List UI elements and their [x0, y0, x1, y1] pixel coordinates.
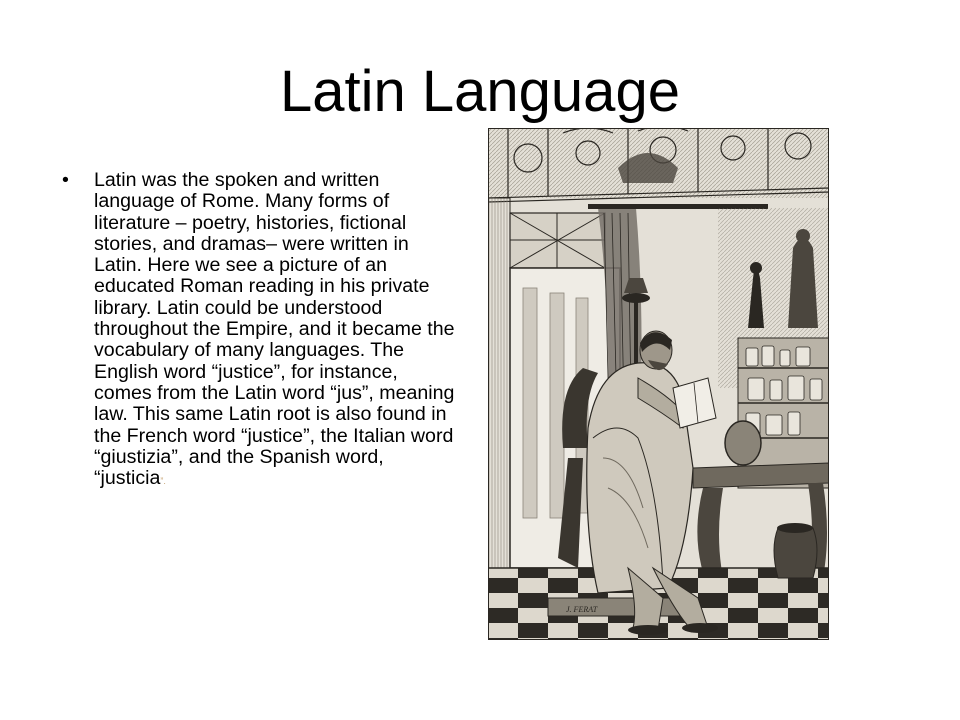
body-list: [60, 170, 455, 492]
body-trailing-punctuation: ”.: [160, 476, 166, 487]
slide-title: Latin Language: [280, 59, 680, 124]
bullet-item: [60, 170, 455, 492]
bullet-icon: •: [62, 169, 69, 191]
body-text: Latin was the spoken and written language of Rome. Many forms of literature – poetry, histories, fictional stories, and dramas– were written in Latin. Here we see a picture of an educated Roman reading in his private library. Latin could be understood throughout the Empire, and it became the vocabulary of many languages. The English word “justice”, for instance, comes from the Latin word “jus”, meaning law. This same Latin root is also found in the French word “justice”, the Italian word “giustizia”, and the Spanish word, “justicia: [94, 169, 455, 490]
engraving-signature: J. FERAT: [566, 605, 598, 614]
roman-reader-engraving: [488, 128, 829, 640]
